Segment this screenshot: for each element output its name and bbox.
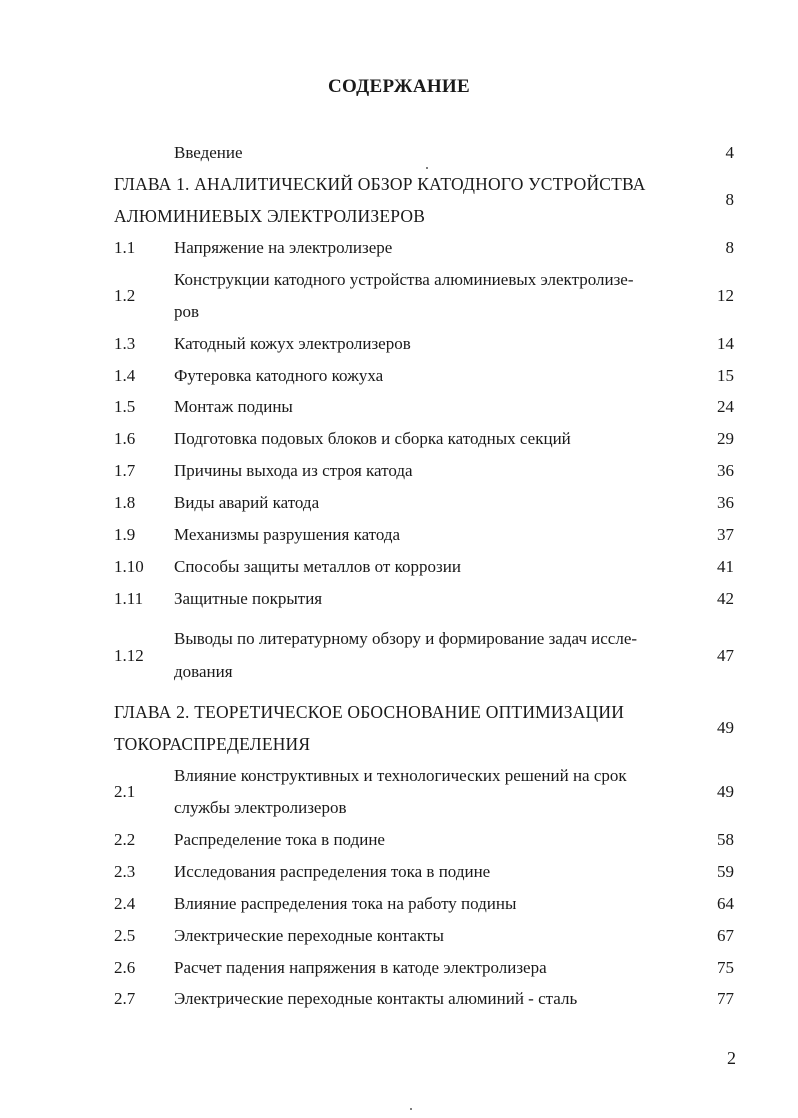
item-page: 75 bbox=[717, 958, 734, 977]
item-title: Распределение тока в подине bbox=[174, 830, 385, 849]
scan-speck bbox=[410, 1108, 412, 1110]
item-page: 14 bbox=[717, 334, 734, 353]
page-number: 2 bbox=[727, 1048, 736, 1068]
item-number: 2.3 bbox=[114, 862, 136, 881]
item-number: 1.11 bbox=[114, 589, 144, 608]
item-title: Электрические переходные контакты алюминий - сталь bbox=[174, 989, 578, 1008]
item-number: 1.2 bbox=[114, 286, 136, 305]
item-title: Напряжение на электролизере bbox=[174, 238, 393, 257]
chapter2-title-line2: ТОКОРАСПРЕДЕЛЕНИЯ bbox=[114, 734, 311, 754]
item-number: 1.10 bbox=[114, 557, 144, 576]
item-number: 2.4 bbox=[114, 894, 136, 913]
item-number: 1.4 bbox=[114, 366, 136, 385]
item-page: 59 bbox=[717, 862, 734, 881]
item-number: 2.2 bbox=[114, 830, 136, 849]
item-title: Монтаж подины bbox=[174, 397, 293, 416]
item-page: 41 bbox=[717, 557, 734, 576]
item-number: 2.5 bbox=[114, 926, 136, 945]
item-title: Способы защиты металлов от коррозии bbox=[174, 557, 461, 576]
item-title: Электрические переходные контакты bbox=[174, 926, 444, 945]
item-title: Исследования распределения тока в подине bbox=[174, 862, 491, 881]
item-title-continued: дования bbox=[174, 662, 233, 681]
item-page: 15 bbox=[717, 366, 734, 385]
intro-page: 4 bbox=[725, 143, 734, 162]
item-title: Влияние конструктивных и технологических решений на срок bbox=[174, 766, 627, 785]
item-page: 24 bbox=[717, 397, 734, 416]
item-title: Выводы по литературному обзору и формирование задач иссле- bbox=[174, 629, 638, 648]
item-number: 1.12 bbox=[114, 646, 144, 665]
item-title: Защитные покрытия bbox=[174, 589, 323, 608]
item-number: 1.5 bbox=[114, 397, 136, 416]
chapter2-page: 49 bbox=[717, 718, 734, 737]
item-number: 2.7 bbox=[114, 989, 136, 1008]
item-number: 2.6 bbox=[114, 958, 136, 977]
chapter2-title-line1: ГЛАВА 2. ТЕОРЕТИЧЕСКОЕ ОБОСНОВАНИЕ ОПТИМИЗАЦИИ bbox=[114, 702, 625, 722]
item-page: 37 bbox=[717, 525, 734, 544]
item-title: Расчет падения напряжения в катоде электролизера bbox=[174, 958, 547, 977]
item-title: Катодный кожух электролизеров bbox=[174, 334, 411, 353]
item-page: 29 bbox=[717, 429, 734, 448]
item-page: 47 bbox=[717, 646, 734, 665]
item-title-continued: службы электролизеров bbox=[174, 798, 347, 817]
intro-label: Введение bbox=[174, 143, 243, 162]
item-page: 36 bbox=[717, 493, 734, 512]
scan-speck bbox=[426, 167, 428, 169]
item-page: 42 bbox=[717, 589, 734, 608]
item-number: 1.8 bbox=[114, 493, 136, 512]
item-number: 2.1 bbox=[114, 782, 136, 801]
chapter1-title-line1: ГЛАВА 1. АНАЛИТИЧЕСКИЙ ОБЗОР КАТОДНОГО УСТРОЙСТВА bbox=[114, 174, 646, 194]
item-number: 1.7 bbox=[114, 461, 136, 480]
item-title: Конструкции катодного устройства алюминиевых электролизе- bbox=[174, 270, 634, 289]
item-page: 12 bbox=[717, 286, 734, 305]
item-title-continued: ров bbox=[174, 302, 200, 321]
item-title: Механизмы разрушения катода bbox=[174, 525, 401, 544]
item-title: Причины выхода из строя катода bbox=[174, 461, 413, 480]
item-page: 67 bbox=[717, 926, 734, 945]
item-title: Подготовка подовых блоков и сборка катодных секций bbox=[174, 429, 571, 448]
item-number: 1.3 bbox=[114, 334, 136, 353]
item-page: 36 bbox=[717, 461, 734, 480]
item-page: 49 bbox=[717, 782, 734, 801]
item-page: 58 bbox=[717, 830, 734, 849]
item-page: 8 bbox=[725, 238, 734, 257]
item-number: 1.9 bbox=[114, 525, 136, 544]
item-title: Влияние распределения тока на работу подины bbox=[174, 894, 517, 913]
chapter1-title-line2: АЛЮМИНИЕВЫХ ЭЛЕКТРОЛИЗЕРОВ bbox=[114, 206, 426, 226]
item-number: 1.1 bbox=[114, 238, 136, 257]
item-title: Виды аварий катода bbox=[174, 493, 320, 512]
item-page: 77 bbox=[717, 989, 734, 1008]
item-number: 1.6 bbox=[114, 429, 136, 448]
item-title: Футеровка катодного кожуха bbox=[174, 366, 384, 385]
item-page: 64 bbox=[717, 894, 734, 913]
chapter1-page: 8 bbox=[725, 190, 734, 209]
page-title: СОДЕРЖАНИЕ bbox=[328, 76, 470, 97]
